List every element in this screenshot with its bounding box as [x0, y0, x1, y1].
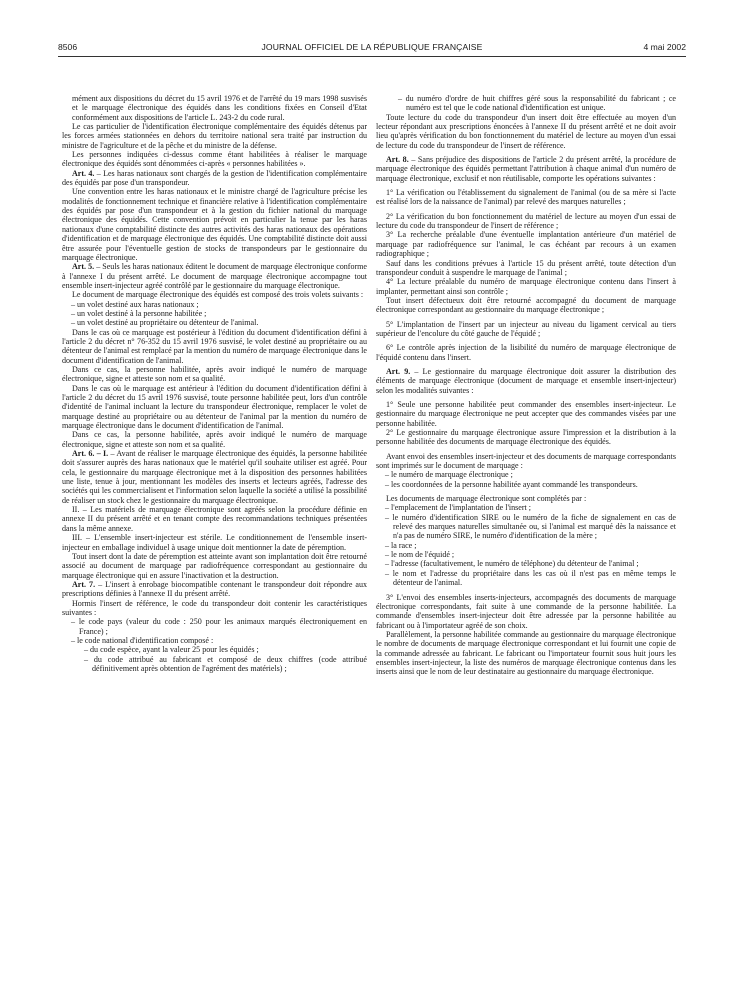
article-number: Art. 4. [72, 168, 95, 178]
article-number: Art. 5. [72, 262, 95, 272]
paragraph-text: 2° Le gestionnaire du marquage électronique assure l'impression et la distribution à la personne habilitée des documents de marquage électronique des équidés. [376, 428, 676, 447]
list-item: – la race ; [385, 540, 417, 550]
list-item: – le nom de l'équidé ; [385, 550, 455, 560]
paragraph [62, 552, 367, 580]
paragraph [62, 384, 367, 431]
paragraph [376, 296, 676, 315]
list-item: – un volet destiné au propriétaire ou détenteur de l'animal. [71, 318, 259, 328]
paragraph-text: Le cas particulier de l'identification électronique complémentaire des équidés détenus par les forces armées stationnées en dehors du territoire national sera traité par instruction du ministre de l'agriculture et de la pêche et du ministre de la défense. [62, 122, 367, 150]
paragraph-text: – Avant de réaliser le marquage électronique des équidés, la personne habilitée doit s'assurer auprès des haras nationaux que le matériel qu'il souhaite utiliser est agréé. Pour cela, le gestionnaire du marquage électronique met à la disposition des personnes habilitées une liste, tenue à jour, mentionnant les modèles des inserts et lecteurs agréés, l'adresse des sociétés qui les commercialisent et l'information selon laquelle la société a utilisé la possibilité de réaliser un stock chez le gestionnaire du marquage électronique. [62, 449, 367, 505]
paragraph-text: – Sans préjudice des dispositions de l'article 2 du présent arrêté, la procédure de marquage électronique des équidés permettant l'attribution à chaque animal d'un numéro de marquage électronique, exclusif et non réutilisable, comporte les opérations suivantes : [376, 155, 677, 183]
paragraph-text: Sauf dans les conditions prévues à l'article 15 du présent arrêté, toute détection d'un transpondeur conduit à suspendre le marquage de l'animal ; [376, 258, 676, 277]
left-column [62, 94, 367, 673]
article-number: Art. 7. [72, 579, 96, 589]
paragraph [62, 122, 367, 150]
paragraph-text: 5° L'implantation de l'insert par un injecteur au niveau du ligament cervical au tiers supérieur de l'encolure du côté gauche de l'équidé ; [376, 319, 676, 338]
paragraph-text: 3° La recherche préalable d'une éventuelle implantation antérieure d'un matériel de marquage par radiofréquence sur l'animal, le cas échéant par recours à un examen radiographique ; [376, 230, 676, 259]
list-item: – le numéro de marquage électronique ; [385, 470, 513, 480]
article-paragraph [62, 262, 367, 290]
paragraph-text: Dans ce cas, la personne habilitée, après avoir indiqué le numéro de marquage électronique, signe et atteste son nom et sa qualité. [62, 430, 367, 449]
paragraph [62, 533, 367, 552]
dash-list [62, 645, 367, 673]
paragraph-text: Dans ce cas, la personne habilitée, après avoir indiqué le numéro de marquage électronique, signe et atteste son nom et sa qualité. [62, 364, 367, 384]
right-column [376, 94, 676, 677]
dash-list [376, 503, 676, 587]
paragraph-text: 2° La vérification du bon fonctionnement du matériel de lecture au moyen d'un essai de lecture du code du transpondeur de l'insert de référence ; [376, 211, 676, 231]
paragraph [376, 452, 676, 471]
paragraph-text: – Les haras nationaux sont chargés de la gestion de l'identification complémentaire des équidés par pose d'un transpondeur. [62, 168, 367, 188]
paragraph-text: 3° L'envoi des ensembles inserts-injecteurs, accompagnés des documents de marquage électronique correspondants, fait suite à une commande de la personne habilitée. La commande d'ensembles insert-injecteur doit être adressée par la personne habilitée au fabricant ou à l'importateur agréé de son choix. [376, 592, 676, 630]
paragraph [62, 599, 367, 618]
paragraph-text: 6° Le contrôle après injection de la lisibilité du numéro de marquage électronique de l'équidé contenu dans l'insert. [376, 343, 676, 362]
list-item: – du numéro d'ordre de huit chiffres géré sous la responsabilité du fabricant ; ce numéro est tel que le code national d'identification est unique. [398, 94, 676, 113]
paragraph-text: – Le gestionnaire du marquage électronique doit assurer la distribution des éléments de marquage électronique (document de marquage et ensemble insert-injecteur) selon les modalités suivantes : [376, 366, 677, 395]
paragraph [62, 365, 367, 384]
dash-list [376, 94, 676, 113]
paragraph [376, 259, 676, 278]
paragraph [62, 290, 367, 299]
article-number: Art. 9. [386, 366, 411, 376]
page-header [58, 42, 686, 56]
paragraph [376, 188, 676, 207]
paragraph [376, 400, 676, 428]
list-item: – l'emplacement de l'implantation de l'insert ; [385, 503, 532, 513]
paragraph [62, 187, 367, 262]
paragraph [376, 212, 676, 231]
list-item: – du code espèce, ayant la valeur 25 pour les équidés ; [84, 645, 259, 655]
paragraph-text: Le document de marquage électronique des équidés est composé des trois volets suivants : [72, 290, 364, 300]
paragraph-text: Tout insert défectueux doit être retourné accompagné du document de marquage électronique correspondant au gestionnaire du marquage électronique ; [376, 295, 676, 315]
article-number: Art. 8. [386, 155, 409, 165]
paragraph [376, 320, 676, 339]
paragraph-text: Une convention entre les haras nationaux et le ministre chargé de l'agriculture précise les modalités de fonctionnement technique et financière relative à l'identification complémentaire des équidés par pose d'un transpondeur et à la gestion du fichier national du marquage électronique des équidés. Cette convention prévoit en particulier la tenue par les haras nationaux d'une comptabilité distincte des autres activités des haras nationaux des opérations d'identification et de marquage électronique des équidés. Une comptabilité distincte doit aussi être assurée pour l'éventuelle gestion de stocks de transpondeurs par le gestionnaire du marquage électronique. [62, 187, 367, 262]
list-item: – du code attribué au fabricant et composé de deux chiffres (code attribué définitivement après obtention de l'agrément des matériels) ; [84, 654, 367, 673]
paragraph-text: Parallèlement, la personne habilitée commande au gestionnaire du marquage électronique le nombre de documents de marquage électronique correspondant et lui fournit une copie de la commande adressée au fabricant. Le fabricant ou l'importateur fournit sous huit jours les ensembles insert-injecteur, la liste des numéros de marquage électronique contenus dans les inserts ainsi que le nom de leur destinataire au gestionnaire du marquage électronique. [376, 629, 676, 677]
list-item: – le code national d'identification composé : [71, 635, 214, 645]
paragraph [62, 94, 367, 122]
paragraph-text: – L'insert à enrobage biocompatible contenant le transpondeur doit répondre aux prescriptions définies à l'annexe II du présent arrêté. [62, 579, 367, 599]
list-item: – le code pays (valeur du code : 250 pour les animaux marqués électroniquement en France) ; [71, 617, 367, 636]
paragraph [62, 328, 367, 365]
list-item: – l'adresse (facultativement, le numéro de téléphone) du détenteur de l'animal ; [385, 559, 639, 569]
list-item: – les coordonnées de la personne habilitée ayant commandé les transpondeurs. [385, 479, 638, 489]
list-item: – un volet destiné à la personne habilitée ; [71, 308, 207, 318]
dash-list [62, 300, 367, 328]
paragraph [376, 113, 676, 150]
paragraph-text: 4° La lecture préalable du numéro de marquage électronique contenu dans l'insert à implanter, permettant ainsi son contrôle ; [376, 277, 676, 296]
article-paragraph [376, 367, 676, 395]
paragraph [376, 630, 676, 677]
paragraph [376, 428, 676, 447]
paragraph [376, 494, 676, 503]
dash-list [376, 470, 676, 489]
paragraph-text: – Seuls les haras nationaux éditent le document de marquage électronique conforme à l'annexe I du présent arrêté. Le document de marquage électronique accompagne tout ensemble insert-injecteur agréé contrôlé par le gestionnaire du marquage électronique. [62, 262, 368, 290]
paragraph [376, 277, 676, 296]
paragraph-text: Dans le cas où ce marquage est postérieur à l'édition du document d'identification défini à l'article 2 du décret n° 76-352 du 15 avril 1976 susvisé, le volet destiné au propriétaire ou au détenteur de l'animal est remplacé par la mention du numéro de marquage électronique dans le document d'identification de l'animal. [62, 327, 367, 365]
paragraph-text: II. – Les matériels de marquage électronique sont agréés selon la procédure définie en annexe II du présent arrêté et en tenant compte des recommandations techniques présentées dans la même annexe. [62, 505, 367, 533]
paragraph [376, 230, 676, 258]
paragraph [376, 343, 676, 362]
paragraph-text: Les personnes indiquées ci-dessus comme étant habilitées à réaliser le marquage électronique des équidés sont dénommées ci-après « personnes habilitées ». [62, 150, 367, 169]
paragraph [62, 430, 367, 449]
list-item: – le nom et l'adresse du propriétaire dans les cas où il n'est pas en même temps le détenteur de l'animal. [385, 568, 676, 588]
publication-date: 4 mai 2002 [643, 42, 686, 52]
article-paragraph [376, 155, 676, 183]
dash-list [62, 617, 367, 645]
paragraph-text: Hormis l'insert de référence, le code du transpondeur doit contenir les caractéristiques suivantes : [62, 598, 367, 617]
journal-title: JOURNAL OFFICIEL DE LA RÉPUBLIQUE FRANÇAISE [261, 42, 483, 52]
paragraph-text: Tout insert dont la date de péremption est atteinte avant son implantation doit être retourné associé au document de marquage par radiofréquence correspondant au gestionnaire du marquage électronique qui en assure l'inactivation et la destruction. [62, 551, 367, 580]
paragraph-text: Dans le cas où le marquage est antérieur à l'édition du document d'identification défini à l'article 2 du décret du 15 avril 1976 susvisé, toute personne habilitée peut, lors d'un contrôle d'identité de l'animal incluant la lecture du transpondeur électronique, remplacer le volet de marquage destiné au propriétaire ou au détenteur de l'animal par la mention du numéro de marquage électronique dans le document d'identification de l'animal. [62, 383, 367, 431]
article-paragraph [62, 580, 367, 599]
article-paragraph [62, 169, 367, 188]
paragraph [376, 593, 676, 630]
paragraph [62, 505, 367, 533]
paragraph-text: mément aux dispositions du décret du 15 avril 1976 et de l'arrêté du 19 mars 1998 susvisés et le marquage électronique des équidés dans les conditions fixées en Conseil d'Etat conformément aux dispositions de l'article L. 243-2 du code rural. [72, 94, 367, 122]
page-number: 8506 [58, 42, 78, 52]
paragraph-text: III. – L'ensemble insert-injecteur est stérile. Le conditionnement de l'ensemble insert-injecteur en emballage individuel à usage unique doit mentionner la date de péremption. [62, 533, 367, 552]
header-rule [58, 56, 686, 57]
paragraph-text: Les documents de marquage électronique sont complétés par : [386, 494, 587, 504]
article-number: Art. 6. – I. [72, 449, 109, 459]
paragraph-text: 1° Seule une personne habilitée peut commander des ensembles insert-injecteur. Le gestionnaire du marquage électronique ne peut accepter que des commandes visées par une personne habilitée. [376, 399, 676, 428]
paragraph [62, 150, 367, 169]
paragraph-text: 1° La vérification ou l'établissement du signalement de l'animal (ou de sa mère si l'acte est réalisé lors de la naissance de l'animal) par relevé des marques naturelles ; [376, 188, 676, 207]
list-item: – le numéro d'identification SIRE ou le numéro de la fiche de signalement en cas de relevé des marques naturelles simultanée ou, si l'animal est marqué dès la naissance et n'a pas de numéro SIRE, le numéro d'identification de la mère ; [385, 512, 676, 541]
list-item: – un volet destiné aux haras nationaux ; [71, 299, 199, 309]
paragraph-text: Avant envoi des ensembles insert-injecteur et des documents de marquage correspondants sont imprimés sur le document de marquage : [376, 451, 676, 471]
article-paragraph [62, 449, 367, 505]
paragraph-text: Toute lecture du code du transpondeur d'un insert doit être effectuée au moyen d'un lecteur répondant aux prescriptions énoncées à l'annexe II du présent arrêté et ne doit avoir lieu qu'après vérification du bon fonctionnement du matériel de lecture au moyen d'un essai de lecture du code du transpondeur de l'insert de référence. [376, 112, 676, 150]
